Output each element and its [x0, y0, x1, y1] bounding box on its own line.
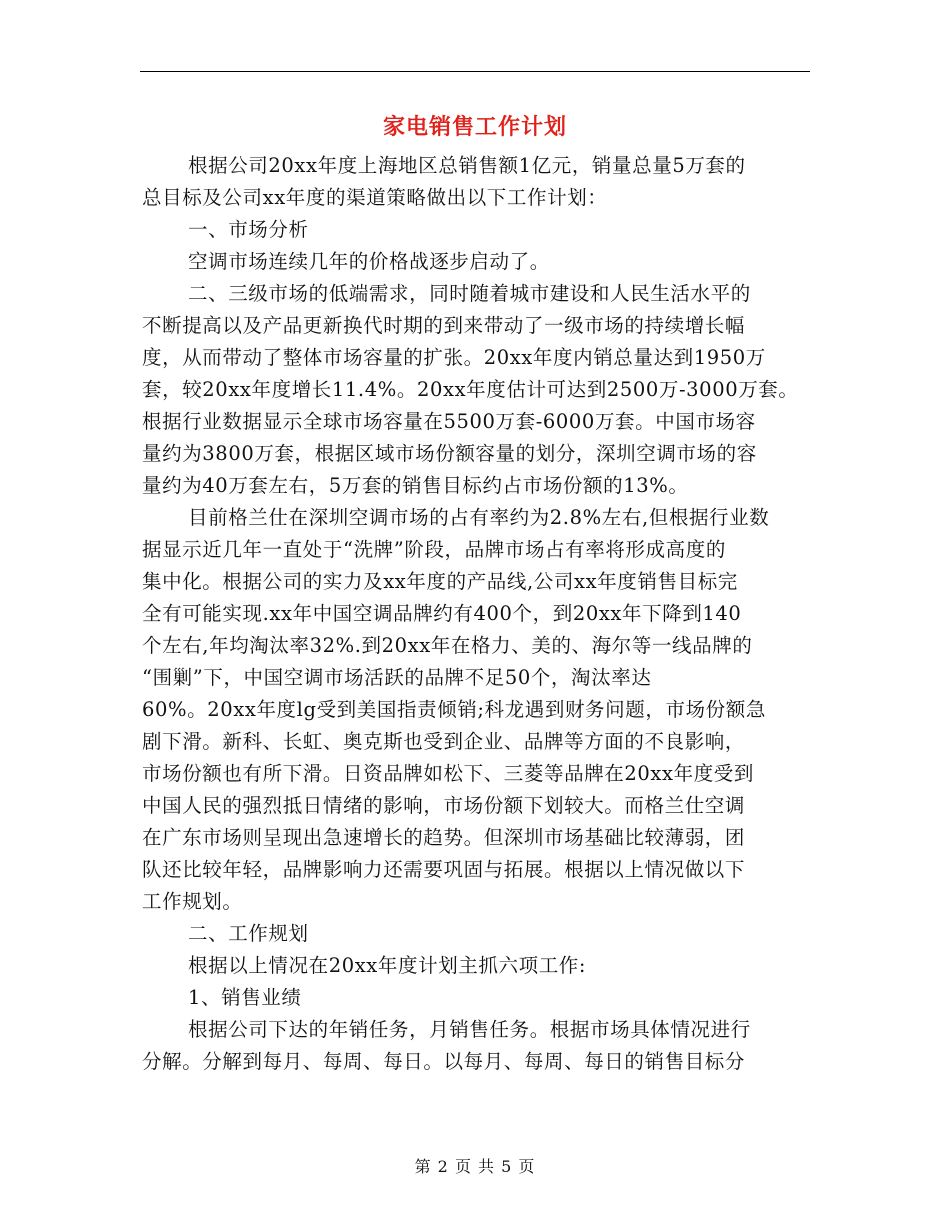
text-line: 全有可能实现.xx年中国空调品牌约有400个，到20xx年下降到140 [142, 602, 742, 625]
header-rule [140, 71, 810, 72]
text-line: 60%。20xx年度lg受到美国指责倾销;科龙遇到财务问题，市场份额急 [142, 698, 766, 721]
text-line: 集中化。根据公司的实力及xx年度的产品线,公司xx年度销售目标完 [142, 570, 738, 593]
text-line: 剧下滑。新科、长虹、奥克斯也受到企业、品牌等方面的不良影响， [142, 730, 746, 753]
text-line: 个左右,年均淘汰率32%.到20xx年在格力、美的、海尔等一线品牌的 [142, 634, 753, 657]
text-line: 根据公司下达的年销任务，月销售任务。根据市场具体情况进行 [188, 1018, 751, 1041]
text-line: 据显示近几年一直处于“洗牌”阶段，品牌市场占有率将形成高度的 [142, 538, 726, 561]
text-line: 总目标及公司xx年度的渠道策略做出以下工作计划： [142, 186, 608, 209]
text-line: 根据公司20xx年度上海地区总销售额1亿元，销量总量5万套的 [188, 154, 746, 177]
text-line: 空调市场连续几年的价格战逐步启动了。 [188, 250, 550, 273]
text-line: “围剿”下，中国空调市场活跃的品牌不足50个，淘汰率达 [142, 666, 652, 689]
text-line: 一、市场分析 [188, 218, 309, 241]
text-line: 工作规划。 [142, 890, 243, 913]
text-line: 量约为3800万套，根据区域市场份额容量的划分，深圳空调市场的容 [142, 442, 757, 465]
document-title: 家电销售工作计划 [382, 114, 567, 140]
text-line: 根据行业数据显示全球市场容量在5500万套-6000万套。中国市场容 [142, 410, 756, 433]
text-line: 不断提高以及产品更新换代时期的到来带动了一级市场的持续增长幅 [142, 314, 746, 337]
page-number: 第 2 页 共 5 页 [414, 1157, 536, 1176]
text-line: 二、工作规划 [188, 922, 309, 945]
text-line: 套，较20xx年度增长11.4%。20xx年度估计可达到2500万-3000万套。 [142, 378, 799, 401]
text-line: 中国人民的强烈抵日情绪的影响，市场份额下划较大。而格兰仕空调 [142, 794, 746, 817]
text-line: 度，从而带动了整体市场容量的扩张。20xx年度内销总量达到1950万 [142, 346, 766, 369]
text-line: 目前格兰仕在深圳空调市场的占有率约为2.8%左右,但根据行业数 [188, 506, 770, 529]
text-line: 在广东市场则呈现出急速增长的趋势。但深圳市场基础比较薄弱，团 [142, 826, 746, 849]
text-line: 1、销售业绩 [188, 986, 302, 1009]
text-line: 量约为40万套左右，5万套的销售目标约占市场份额的13%。 [142, 474, 689, 497]
text-line: 分解。分解到每月、每周、每日。以每月、每周、每日的销售目标分 [142, 1050, 746, 1073]
text-line: 队还比较年轻，品牌影响力还需要巩固与拓展。根据以上情况做以下 [142, 858, 746, 881]
text-line: 市场份额也有所下滑。日资品牌如松下、三菱等品牌在20xx年度受到 [142, 762, 755, 785]
document-body [142, 150, 822, 1078]
text-line: 根据以上情况在20xx年度计划主抓六项工作: [188, 954, 587, 977]
text-line: 二、三级市场的低端需求，同时随着城市建设和人民生活水平的 [188, 282, 751, 305]
